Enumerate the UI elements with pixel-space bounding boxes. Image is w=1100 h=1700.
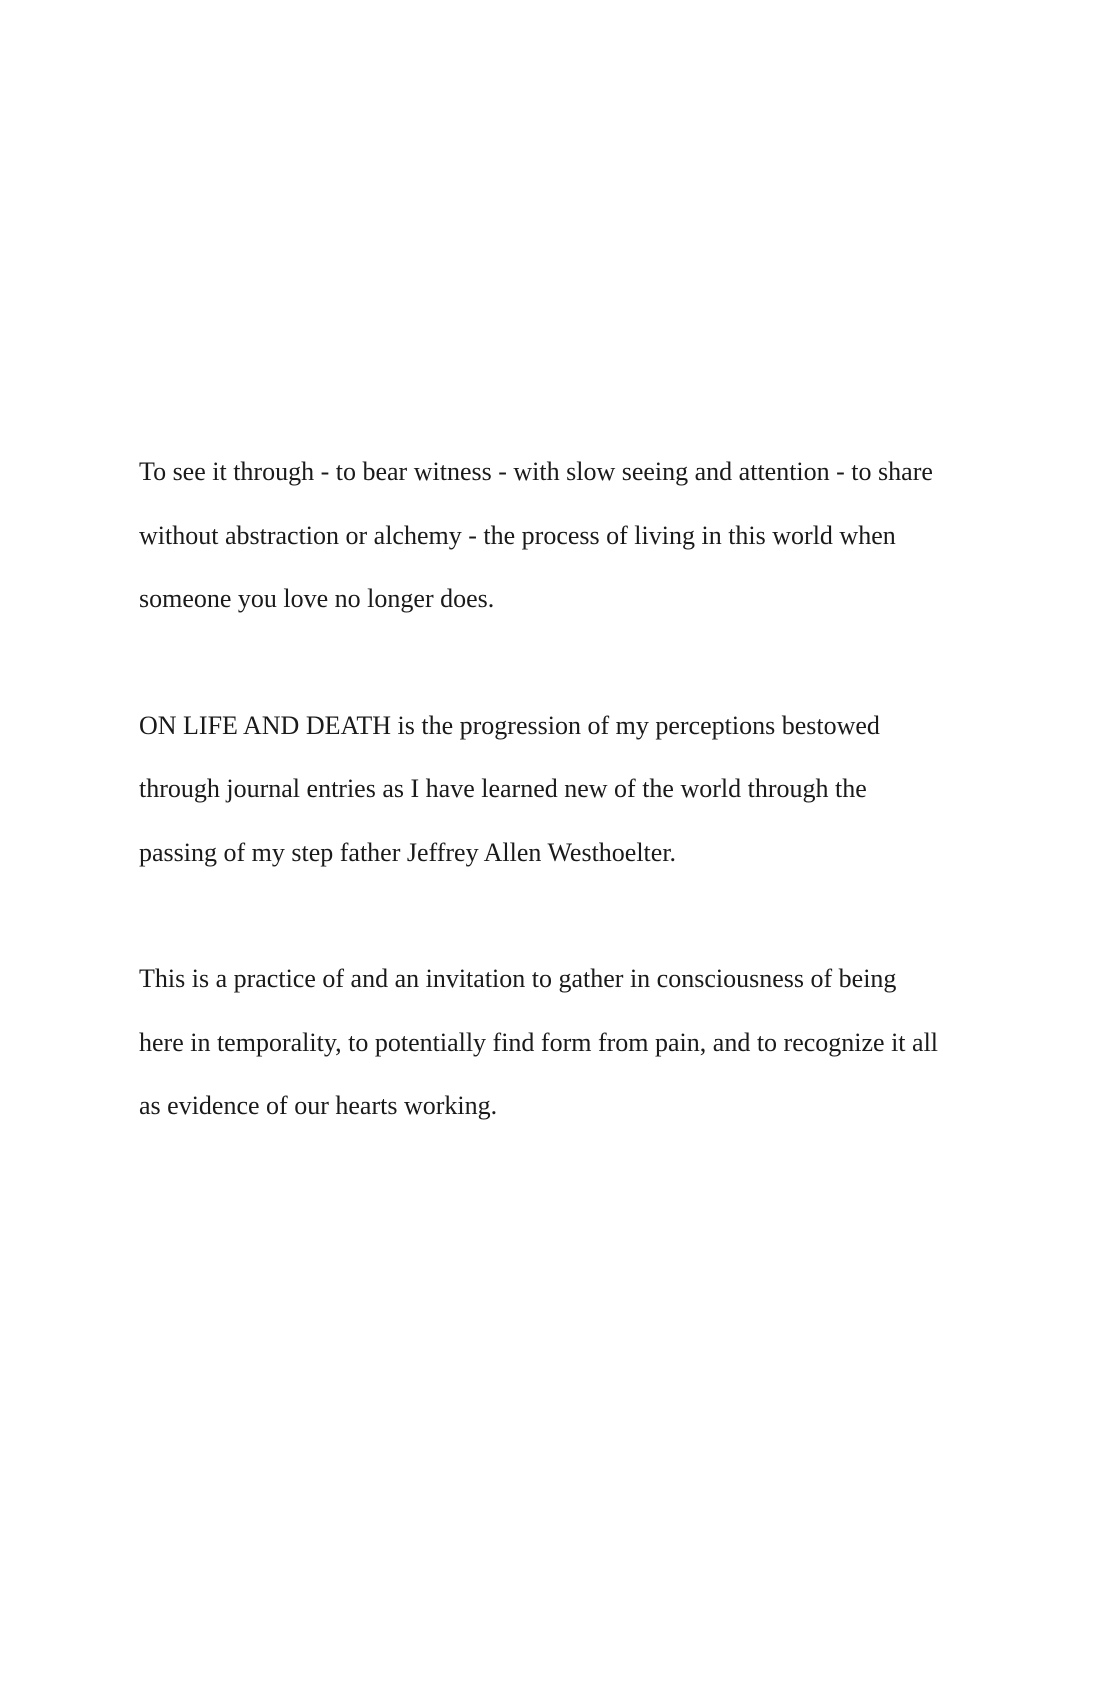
paragraph-line: To see it through - to bear witness - with slow seeing and attention - to share bbox=[139, 457, 933, 486]
paragraph-line: through journal entries as I have learned new of the world through the bbox=[139, 774, 867, 803]
paragraph-line: without abstraction or alchemy - the process of living in this world when bbox=[139, 520, 896, 550]
paragraph-line: passing of my step father Jeffrey Allen Westhoelter. bbox=[139, 837, 677, 867]
paragraph-line: ON LIFE AND DEATH is the progression of my perceptions bestowed bbox=[139, 710, 880, 740]
paragraph-line: as evidence of our hearts working. bbox=[139, 1091, 498, 1120]
paragraph-line: This is a practice of and an invitation to gather in consciousness of being bbox=[139, 964, 897, 993]
paragraph-intro bbox=[139, 440, 1019, 631]
paragraph-line: here in temporality, to potentially find form from pain, and to recognize it all bbox=[139, 1027, 939, 1057]
paragraph-line: someone you love no longer does. bbox=[139, 584, 495, 613]
paragraph-description bbox=[139, 694, 1019, 885]
paragraph-invitation bbox=[139, 947, 1019, 1138]
document-body bbox=[139, 440, 1019, 1201]
